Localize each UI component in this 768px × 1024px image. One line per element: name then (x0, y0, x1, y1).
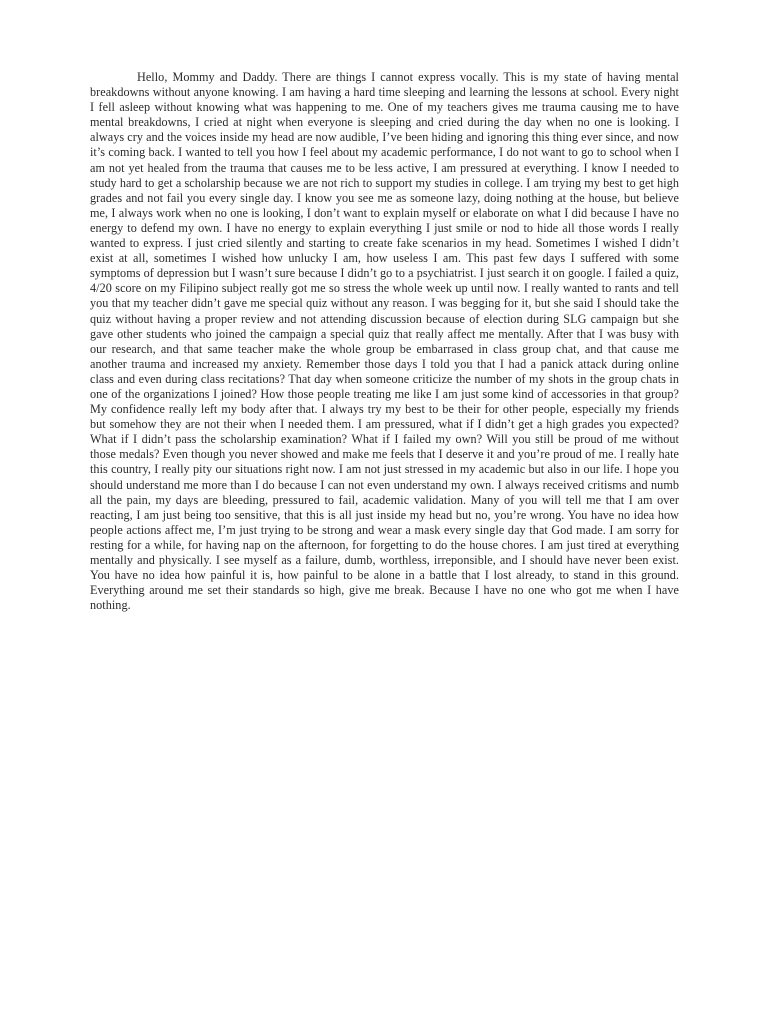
letter-paragraph: Hello, Mommy and Daddy. There are things I cannot express vocally. This is my state of having mental breakdowns without anyone knowing. I am having a hard time sleeping and learning the lessons at school. Every night I fell asleep without knowing what was happening to me. One of my teachers gives me trauma causing me to have mental breakdowns, I cried at night when everyone is sleeping and cried during the day when no one is looking. I always cry and the voices inside my head are now audible, I’ve been hiding and ignoring this thing ever since, and now it’s coming back. I wanted to tell you how I feel about my academic performance, I do not want to go to school when I am not yet healed from the trauma that causes me to be less active, I am pressured at everything. I know I needed to study hard to get a scholarship because we are not rich to support my studies in college. I am trying my best to get high grades and not fail you every single day. I know you see me as someone lazy, doing nothing at the house, but believe me, I always work when no one is looking, I don’t want to explain myself or elaborate on what I did because I have no energy to defend my own. I have no energy to explain everything I just smile or nod to hide all those words I really wanted to express. I just cried silently and starting to create fake scenarios in my head. Sometimes I wished I didn’t exist at all, sometimes I wished how unlucky I am, how useless I am. This past few days I suffered with some symptoms of depression but I wasn’t sure because I didn’t go to a psychiatrist. I just search it on google. I failed a quiz, 4/20 score on my Filipino subject really got me so stress the whole week up until now. I really wanted to rants and tell you that my teacher didn’t gave me special quiz without any reason. I was begging for it, but she said I should take the quiz without having a proper review and not attending discussion because of election during SLG campaign but she gave other students who joined the campaign a special quiz that really affect me mentally. After that I was busy with our research, and that same teacher make the whole group be embarrased in class group chat, and that cause me another trauma and increased my anxiety. Remember those days I told you that I had a panick attack during online class and even during class recitations? That day when someone criticize the number of my shots in the group chats in one of the organizations I joined? How those people treating me like I am just some kind of accessories in that group? My confidence really left my body after that. I always try my best to be their for other people, especially my friends but somehow they are not their when I needed them. I am pressured, what if I didn’t get a high grades you expected? What if I didn’t pass the scholarship examination? What if I failed my own? Will you still be proud of me without those medals? Even though you never showed and make me feels that I deserve it and you’re proud of me. I really hate this country, I really pity our situations right now. I am not just stressed in my academic but also in our life. I hope you should understand me more than I do because I can not even understand my own. I always received critisms and numb all the pain, my days are bleeding, pressured to fail, academic validation. Many of you will tell me that I am over reacting, I am just being too sensitive, that this is all just inside my head but no, you’re wrong. You have no idea how people actions affect me, I’m just trying to be strong and wear a mask every single day that God made. I am sorry for resting for a while, for having nap on the afternoon, for forgetting to do the house chores. I am just tired at everything mentally and physically. I see myself as a failure, dumb, worthless, irreponsible, and I should have never been exist. You have no idea how painful it is, how painful to be alone in a battle that I lost already, to stand in this ground. Everything around me set their standards so high, give me break. Because I have no one who got me when I have nothing. (90, 70, 679, 613)
